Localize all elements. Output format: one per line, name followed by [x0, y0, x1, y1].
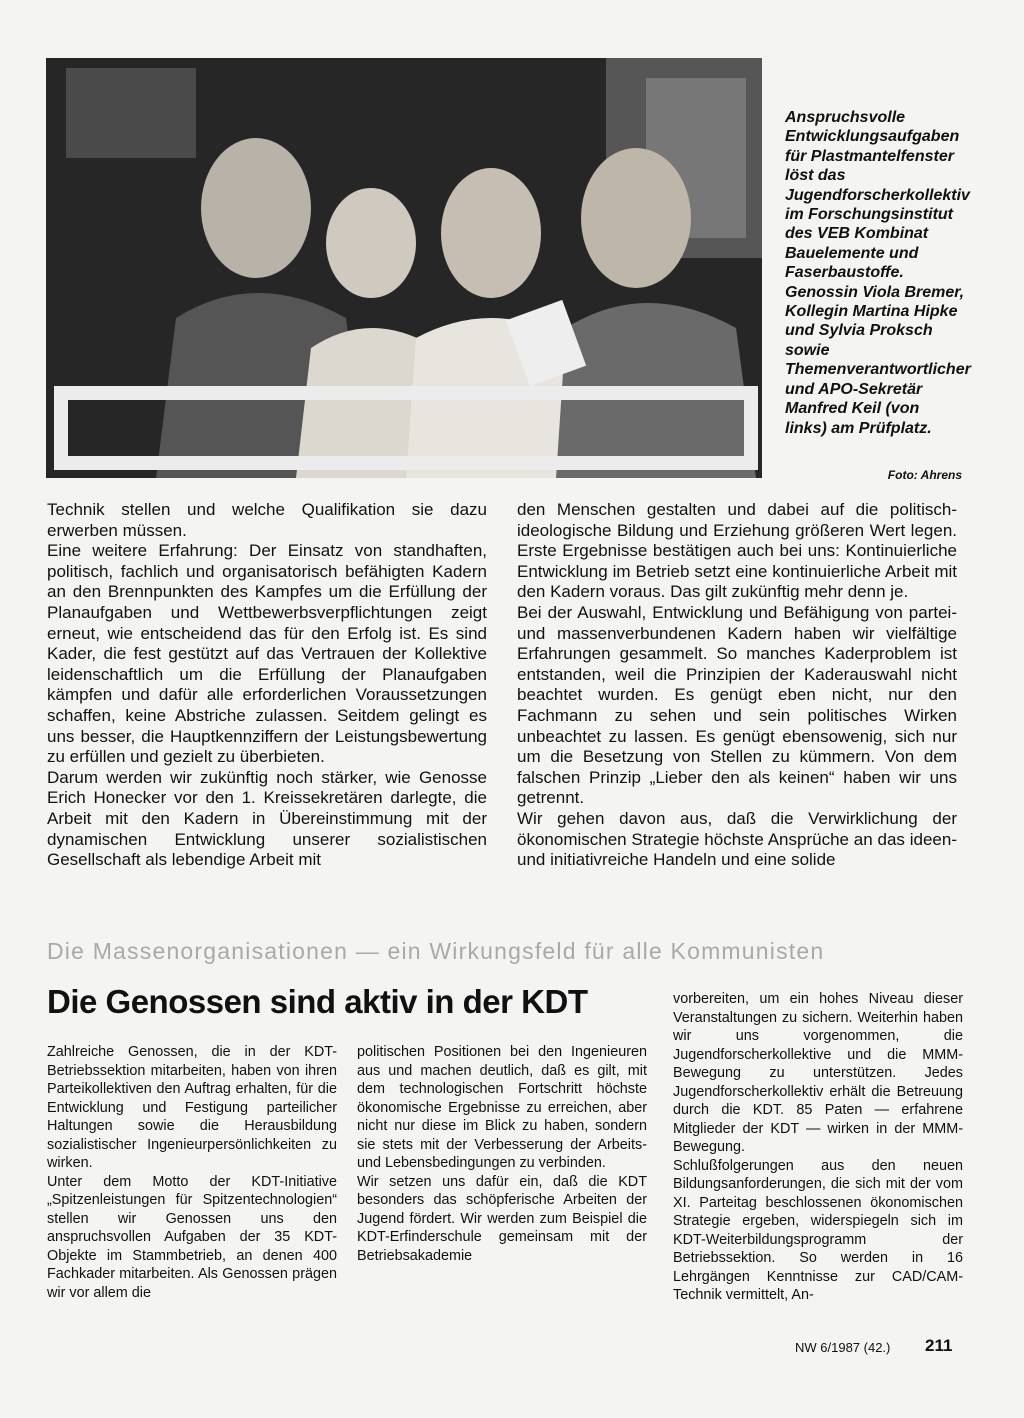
- section-kicker: Die Massenorganisationen — ein Wirkungsfeld für alle Kommunisten: [47, 938, 825, 964]
- paragraph: den Menschen gestalten und dabei auf die politisch-ideologische Bildung und Erziehung größeren Wert legen. Erste Ergebnisse bestätigen auch bei uns: Kontinuierliche Entwicklung im Betrieb setzt eine kontinuierliche Arbeit mit den Kadern voraus. Das gilt zukünftig mehr denn je.: [517, 500, 957, 602]
- photo-credit: Foto: Ahrens: [887, 468, 962, 482]
- paragraph: Unter dem Motto der KDT-Initiative „Spitzenleistungen für Spitzentechnologien“ stellen wir Genossen uns den anspruchsvollen Aufgaben der 35 KDT-Objekte im Stammbetrieb, an denen 400 Fachkader mitarbeiten. Als Genossen prägen wir vor allem die: [47, 1173, 337, 1301]
- paragraph: Zahlreiche Genossen, die in der KDT-Betriebssektion mitarbeiten, haben von ihren Parteikollektiven den Auftrag erhalten, für die Entwicklung und Festigung parteilicher Haltungen sowie die Herausbildung sozialistischer Ingenieurpersönlichkeiten zu wirken.: [47, 1044, 337, 1171]
- paragraph: Bei der Auswahl, Entwicklung und Befähigung von partei- und massenverbundenen Kadern haben wir vielfältige Erfahrungen gesammelt. So manches Kaderproblem ist entstanden, weil die Prinzipien der Kaderauswahl nicht beachtet wurden. Es genügt eben nicht, nur den Fachmann zu sehen und sein politisches Wirken unbeachtet zu lassen. Es genügt ebensowenig, sich nur um die Besetzung von Stellen zu kümmern. Von dem falschen Prinzip „Lieber den als keinen“ haben wir uns getrennt.: [517, 602, 957, 808]
- article-column-3: [673, 990, 963, 1305]
- paragraph: vorbereiten, um ein hohes Niveau dieser Veranstaltungen zu sichern. Weiterhin haben wir uns vorgenommen, die Jugendforscherkollektive und die MMM-Bewegung zu unterstützen. Jedes Jugendforscherkollektiv erhält die Betreuung durch die KDT. 85 Paten — erfahrene Mitglieder der KDT — wirken in der MMM-Bewegung.: [673, 991, 963, 1155]
- paragraph: Schlußfolgerungen aus den neuen Bildungsanforderungen, die sich mit der vom XI. Parteitag beschlossenen ökonomischen Strategie ergeben, widerspiegeln sich im KDT-Weiterbildungsprogramm der Betriebssektion. So werden in 16 Lehrgängen Kenntnisse zur CAD/CAM-Technik vermittelt, An-: [673, 1157, 963, 1303]
- article-column-1: [47, 1043, 337, 1302]
- photo-caption: Anspruchsvolle Entwicklungsaufgaben für Plastmantelfenster löst das Jugendforscherkollektiv im Forschungsinstitut des VEB Kombinat Bauelemente und Faserbaustoffe. Genossin Viola Bremer, Kollegin Martina Hipke und Sylvia Proksch sowie Themenverantwortlicher und APO-Sekretär Manfred Keil (von links) am Prüfplatz.: [785, 109, 971, 437]
- group-photo: [46, 58, 762, 478]
- upper-column-left: [47, 500, 487, 871]
- upper-column-right: [517, 500, 957, 871]
- paragraph: Wir gehen davon aus, daß die Verwirklichung der ökonomischen Strategie höchste Ansprüche an das ideen- und initiativreiche Handeln und eine solide: [517, 808, 957, 870]
- issue-reference: NW 6/1987 (42.): [795, 1340, 891, 1355]
- article-headline: Die Genossen sind aktiv in der KDT: [47, 983, 588, 1020]
- paragraph: Eine weitere Erfahrung: Der Einsatz von standhaften, politisch, fachlich und organisatorisch befähigten Kadern an den Brennpunkten des Kampfes um die Erfüllung der Planaufgaben und Wettbewerbsverpflichtungen zeigt erneut, wie entscheidend das für den Erfolg ist. Es sind Kader, die fest gestützt auf das Vertrauen der Kollektive leidenschaftlich um die Erfüllung der Planaufgaben kämpfen und dafür alle erforderlichen Voraussetzungen schaffen, keine Abstriche zulassen. Seitdem gelingt es uns besser, die Hauptkennziffern der Leistungsbewertung zu erfüllen und gezielt zu überbieten.: [47, 541, 487, 767]
- paragraph: politischen Positionen bei den Ingenieuren aus und machen deutlich, daß es gilt, mit dem technologischen Fortschritt höchste ökonomische Ergebnisse zu erreichen, aber nicht nur diese im Blick zu haben, sondern sie stets mit der Verbesserung der Arbeits- und Lebensbedingungen zu verbinden.: [357, 1044, 647, 1171]
- photo-illustration: [46, 58, 762, 478]
- page-number: 211: [925, 1336, 953, 1355]
- paragraph: Darum werden wir zukünftig noch stärker, wie Genosse Erich Honecker vor den 1. Kreissekretären darlegte, die Arbeit mit den Kadern in Übereinstimmung mit der dynamischen Entwicklung unserer sozialistischen Gesellschaft als lebendige Arbeit mit: [47, 767, 487, 870]
- paragraph: Wir setzen uns dafür ein, daß die KDT besonders das schöpferische Arbeiten der Jugend fördert. Wir werden zum Beispiel die KDT-Erfinderschule gemeinsam mit der Betriebsakademie: [357, 1173, 647, 1264]
- article-column-2: [357, 1043, 647, 1265]
- paragraph: Technik stellen und welche Qualifikation sie dazu erwerben müssen.: [47, 500, 487, 540]
